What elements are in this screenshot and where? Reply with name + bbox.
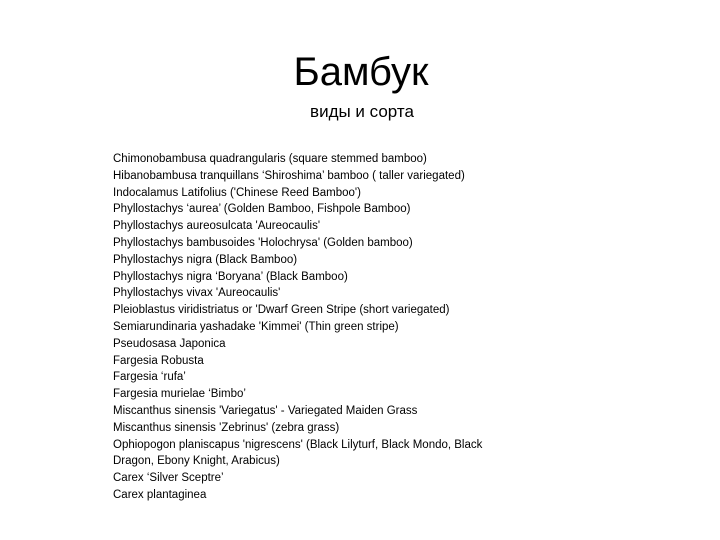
list-item: Pseudosasa Japonica: [113, 337, 226, 350]
list-item: Phyllostachys bambusoides 'Holochrysa' (Golden bamboo): [113, 236, 413, 249]
list-item: Phyllostachys ‘aurea’ (Golden Bamboo, Fishpole Bamboo): [113, 203, 411, 216]
list-item: Pleioblastus viridistriatus or 'Dwarf Green Stripe (short variegated): [113, 304, 450, 317]
list-item: Fargesia ‘rufa’: [113, 371, 186, 384]
list-item: Dragon, Ebony Knight, Arabicus): [113, 455, 280, 468]
list-item: Ophiopogon planiscapus 'nigrescens' (Black Lilyturf, Black Mondo, Black: [113, 438, 483, 451]
list-item: Hibanobambusa tranquillans ‘Shiroshima’ bamboo ( taller variegated): [113, 169, 465, 182]
list-item: Phyllostachys vivax 'Aureocaulis': [113, 287, 281, 300]
species-list: [113, 151, 543, 504]
list-item: Fargesia Robusta: [113, 354, 204, 367]
slide-subtitle: виды и сорта: [310, 102, 414, 121]
list-item: Chimonobambusa quadrangularis (square stemmed bamboo): [113, 153, 427, 165]
list-item: Miscanthus sinensis 'Zebrinus' (zebra grass): [113, 421, 340, 434]
list-item: Carex ‘Silver Sceptre’: [113, 472, 224, 485]
list-item: Fargesia murielae ‘Bimbo’: [113, 388, 246, 401]
list-item: Phyllostachys nigra (Black Bamboo): [113, 253, 298, 266]
slide-title: Бамбук: [293, 50, 429, 94]
list-item: Phyllostachys aureosulcata 'Aureocaulis': [113, 220, 321, 233]
list-item: Miscanthus sinensis 'Variegatus' - Variegated Maiden Grass: [113, 404, 418, 417]
list-item: Indocalamus Latifolius ('Chinese Reed Bamboo'): [113, 186, 361, 199]
list-item: Phyllostachys nigra ‘Boryana’ (Black Bamboo): [113, 270, 348, 283]
list-item: Semiarundinaria yashadake 'Kimmei' (Thin green stripe): [113, 320, 399, 333]
list-item: Carex plantaginea: [113, 488, 207, 501]
